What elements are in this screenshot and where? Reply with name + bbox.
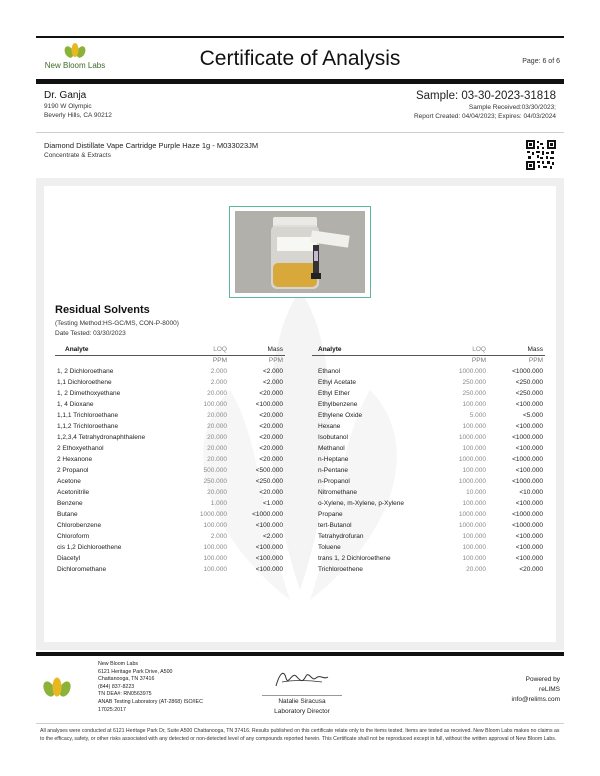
analyte-cell: Ethylene Oxide — [318, 412, 363, 419]
table-row — [312, 509, 545, 520]
analyte-cell: tert-Butanol — [318, 522, 352, 529]
loq-cell: 100.000 — [462, 401, 486, 408]
lab-info-line: 6121 Heritage Park Drive, A500 — [98, 668, 173, 675]
mass-cell: <250.000 — [515, 390, 543, 397]
loq-cell: 500.000 — [203, 467, 227, 474]
qr-code-icon — [526, 140, 556, 170]
analyte-cell: Methanol — [318, 445, 345, 452]
col-mass: Mass — [488, 345, 545, 355]
table-row — [55, 465, 285, 476]
loq-cell: 1000.000 — [199, 511, 227, 518]
table-row — [55, 476, 285, 487]
table-row — [55, 399, 285, 410]
loq-cell: 1000.000 — [458, 511, 486, 518]
lab-info — [98, 661, 218, 714]
analyte-cell: Ethyl Ether — [318, 390, 350, 397]
loq-unit: PPM — [212, 357, 227, 365]
loq-cell: 100.000 — [462, 555, 486, 562]
loq-cell: 100.000 — [203, 544, 227, 551]
bloom-leaf-icon — [40, 676, 74, 700]
mass-cell: <100.000 — [255, 555, 283, 562]
table-row — [55, 553, 285, 564]
table-row — [55, 377, 285, 388]
loq-cell: 2.000 — [210, 533, 227, 540]
mass-cell: <100.000 — [255, 566, 283, 573]
loq-cell: 20.000 — [207, 412, 227, 419]
analyte-cell: Chloroform — [57, 533, 90, 540]
table-row — [312, 465, 545, 476]
loq-cell: 2.000 — [210, 368, 227, 375]
analyte-cell: Nitromethane — [318, 489, 358, 496]
col-analyte: Analyte — [55, 345, 173, 355]
solvents-table-right — [312, 345, 545, 575]
mass-cell: <1000.000 — [512, 511, 543, 518]
col-mass: Mass — [229, 345, 285, 355]
mass-cell: <100.000 — [255, 522, 283, 529]
loq-cell: 100.000 — [462, 544, 486, 551]
loq-cell: 10.000 — [466, 489, 486, 496]
mass-cell: <20.000 — [259, 412, 283, 419]
sample-received: Sample Received:03/30/2023; — [468, 104, 556, 111]
table-row — [312, 553, 545, 564]
table-row — [55, 487, 285, 498]
table-row — [312, 531, 545, 542]
date-tested: Date Tested: 03/30/2023 — [55, 330, 126, 337]
mass-cell: <100.000 — [515, 555, 543, 562]
analyte-cell: n-Pentane — [318, 467, 348, 474]
loq-cell: 100.000 — [462, 445, 486, 452]
client-block — [44, 90, 244, 119]
mass-cell: <100.000 — [515, 500, 543, 507]
sample-id: Sample: 03-30-2023-31818 — [415, 90, 556, 102]
loq-cell: 100.000 — [203, 401, 227, 408]
analyte-cell: 1,1 Dichloroethene — [57, 379, 112, 386]
testing-method: (Testing Method:HS-GC/MS, CON-P-8000) — [55, 320, 179, 327]
loq-cell: 20.000 — [207, 489, 227, 496]
analyte-cell: 1,1,2 Trichloroethane — [57, 423, 119, 430]
table-row — [55, 454, 285, 465]
mass-cell: <10.000 — [519, 489, 543, 496]
table-row — [312, 498, 545, 509]
table-row — [55, 421, 285, 432]
mass-cell: <20.000 — [259, 445, 283, 452]
analyte-cell: Acetone — [57, 478, 81, 485]
mass-cell: <100.000 — [255, 401, 283, 408]
table-row — [312, 542, 545, 553]
loq-cell: 100.000 — [462, 533, 486, 540]
analyte-cell: Diacetyl — [57, 555, 81, 562]
table-row — [55, 509, 285, 520]
col-analyte: Analyte — [312, 345, 430, 355]
table-row — [312, 399, 545, 410]
loq-cell: 1000.000 — [458, 456, 486, 463]
loq-cell: 250.000 — [203, 478, 227, 485]
footer-rule — [36, 652, 564, 656]
analyte-cell: Tetrahydrofuran — [318, 533, 364, 540]
analyte-cell: 2 Propanol — [57, 467, 89, 474]
table-row — [55, 531, 285, 542]
mass-cell: <20.000 — [259, 456, 283, 463]
mass-cell: <20.000 — [519, 566, 543, 573]
mass-cell: <1.000 — [262, 500, 283, 507]
mass-cell: <1000.000 — [252, 511, 283, 518]
mass-cell: <20.000 — [259, 489, 283, 496]
loq-cell: 20.000 — [207, 434, 227, 441]
powered-by-label: Powered by — [525, 676, 560, 683]
loq-cell: 250.000 — [462, 390, 486, 397]
analyte-cell: Toluene — [318, 544, 341, 551]
client-name: Dr. Ganja — [44, 90, 87, 101]
mass-cell: <100.000 — [515, 423, 543, 430]
loq-cell: 1.000 — [210, 500, 227, 507]
analyte-cell: Propane — [318, 511, 343, 518]
mass-cell: <5.000 — [522, 412, 543, 419]
footer-divider — [36, 723, 564, 724]
analyte-cell: 1, 4 Dioxane — [57, 401, 94, 408]
table-row — [312, 476, 545, 487]
table-row — [312, 388, 545, 399]
mass-unit: PPM — [268, 357, 283, 365]
mass-cell: <100.000 — [515, 401, 543, 408]
loq-cell: 100.000 — [203, 555, 227, 562]
page-number: Page: 6 of 6 — [522, 58, 560, 65]
table-row — [312, 421, 545, 432]
loq-cell: 100.000 — [203, 566, 227, 573]
col-loq: LOQ — [430, 345, 488, 355]
analyte-cell: 1, 2 Dichloroethane — [57, 368, 114, 375]
loq-unit: PPM — [471, 357, 486, 365]
table-row — [312, 410, 545, 421]
table-row — [55, 520, 285, 531]
analyte-cell: Trichloroethene — [318, 566, 363, 573]
table-row — [55, 410, 285, 421]
loq-cell: 1000.000 — [458, 368, 486, 375]
mass-cell: <250.000 — [515, 379, 543, 386]
mass-cell: <1000.000 — [512, 368, 543, 375]
table-row — [55, 366, 285, 377]
analyte-cell: Dichloromethane — [57, 566, 107, 573]
mass-cell: <1000.000 — [512, 478, 543, 485]
analyte-cell: 2 Hexanone — [57, 456, 93, 463]
loq-cell: 20.000 — [207, 456, 227, 463]
analyte-cell: o-Xylene, m-Xylene, p-Xylene — [318, 500, 404, 507]
section-title: Residual Solvents — [55, 304, 150, 316]
lab-info-line: New Bloom Labs — [98, 661, 139, 667]
powered-by-name: reLIMS — [539, 686, 560, 693]
analyte-cell: n-Propanol — [318, 478, 350, 485]
table-row — [55, 498, 285, 509]
mass-cell: <20.000 — [259, 423, 283, 430]
loq-cell: 1000.000 — [458, 478, 486, 485]
loq-cell: 20.000 — [466, 566, 486, 573]
mass-cell: <1000.000 — [512, 434, 543, 441]
header-rule — [36, 79, 564, 84]
sample-block — [296, 90, 556, 120]
product-photo — [235, 211, 365, 293]
mass-cell: <2.000 — [262, 533, 283, 540]
signature-block — [262, 668, 342, 715]
mass-cell: <20.000 — [259, 390, 283, 397]
analyte-cell: Acetonitrile — [57, 489, 90, 496]
disclaimer-text: All analyses were conducted at 6121 Heritage Park Dr, Suite A500 Chattanooga, TN 37416. Results published on this certificate relate only to the items tested. Items are tested as received. New Bloom Labs makes no claims as to the efficacy, safety, or other risks associated with any detected or non-detected level of any compounds reported herein. This Certificate shall not be reproduced except in full, without the written approval of New Bloom Labs. — [40, 728, 560, 742]
header — [36, 36, 564, 78]
analyte-cell: Ethanol — [318, 368, 341, 375]
mass-cell: <20.000 — [259, 434, 283, 441]
mass-unit: PPM — [528, 357, 543, 365]
analyte-cell: cis 1,2 Dichloroethene — [57, 544, 122, 551]
loq-cell: 1000.000 — [458, 434, 486, 441]
signature-image — [272, 668, 332, 690]
table-row — [55, 432, 285, 443]
lab-info-line: Chattanooga, TN 37416 — [98, 676, 155, 683]
analyte-cell: trans 1, 2 Dichloroethene — [318, 555, 391, 562]
table-row — [312, 366, 545, 377]
analyte-cell: Benzene — [57, 500, 83, 507]
lab-info-line: (844) 837-8223 — [98, 683, 135, 690]
mass-cell: <100.000 — [515, 445, 543, 452]
loq-cell: 100.000 — [203, 522, 227, 529]
table-row — [312, 487, 545, 498]
table-row — [55, 388, 285, 399]
table-row — [312, 443, 545, 454]
client-address-1: 9190 W Olympic — [44, 103, 92, 110]
mass-cell: <500.000 — [255, 467, 283, 474]
col-loq: LOQ — [173, 345, 229, 355]
analyte-cell: Chlorobenzene — [57, 522, 102, 529]
analyte-cell: n-Heptane — [318, 456, 349, 463]
document-title: Certificate of Analysis — [199, 47, 401, 70]
table-row — [55, 564, 285, 575]
analyte-cell: 1,2,3,4 Tetrahydronaphthalene — [57, 434, 146, 441]
analyte-cell: Ethyl Acetate — [318, 379, 356, 386]
product-name: Diamond Distillate Vape Cartridge Purple Haze 1g - M033023JM — [44, 141, 259, 150]
powered-by-block — [512, 675, 561, 705]
analyte-cell: 2 Ethoxyethanol — [57, 445, 104, 452]
mass-cell: <100.000 — [255, 544, 283, 551]
mass-cell: <100.000 — [515, 533, 543, 540]
loq-cell: 2.000 — [210, 379, 227, 386]
analyte-cell: Isobutanol — [318, 434, 348, 441]
mass-cell: <100.000 — [515, 467, 543, 474]
loq-cell: 20.000 — [207, 423, 227, 430]
loq-cell: 1000.000 — [458, 522, 486, 529]
product-category: Concentrate & Extracts — [44, 152, 111, 159]
table-row — [312, 454, 545, 465]
logo-text: New Bloom Labs — [44, 61, 106, 70]
analyte-cell: 1, 2 Dimethoxyethane — [57, 390, 121, 397]
mass-cell: <250.000 — [255, 478, 283, 485]
loq-cell: 100.000 — [462, 500, 486, 507]
report-dates: Report Created: 04/04/2023; Expires: 04/03/2024 — [413, 113, 556, 120]
product-block — [44, 141, 464, 159]
mass-cell: <1000.000 — [512, 522, 543, 529]
table-row — [312, 564, 545, 575]
table-row — [312, 377, 545, 388]
analyte-cell: Butane — [57, 511, 78, 518]
product-jar-image — [235, 211, 365, 293]
analyte-cell: Ethylbenzene — [318, 401, 358, 408]
table-row — [55, 542, 285, 553]
loq-cell: 250.000 — [462, 379, 486, 386]
mass-cell: <2.000 — [262, 379, 283, 386]
product-photo-frame — [229, 206, 371, 298]
table-row — [55, 443, 285, 454]
loq-cell: 5.000 — [469, 412, 486, 419]
loq-cell: 20.000 — [207, 445, 227, 452]
analyte-cell: 1,1,1 Trichloroethane — [57, 412, 119, 419]
loq-cell: 100.000 — [462, 423, 486, 430]
client-address-2: Beverly Hills, CA 90212 — [44, 112, 112, 119]
mass-cell: <1000.000 — [512, 456, 543, 463]
lab-info-line: 17025:2017 — [98, 706, 126, 713]
signer-title: Laboratory Director — [274, 708, 330, 715]
signer-name: Natalie Siracusa — [262, 695, 342, 705]
lab-info-line: TN DEA#: RN0563975 — [98, 691, 152, 698]
lab-info-line: ANAB Testing Laboratory (AT-2868) ISO/IEC — [98, 698, 203, 705]
mass-cell: <100.000 — [515, 544, 543, 551]
table-row — [312, 432, 545, 443]
contact-email[interactable]: info@relims.com — [511, 696, 560, 703]
solvents-table-left — [55, 345, 285, 575]
table-row — [312, 520, 545, 531]
loq-cell: 100.000 — [462, 467, 486, 474]
mass-cell: <2.000 — [262, 368, 283, 375]
loq-cell: 20.000 — [207, 390, 227, 397]
divider — [36, 132, 564, 133]
analyte-cell: Hexane — [318, 423, 341, 430]
